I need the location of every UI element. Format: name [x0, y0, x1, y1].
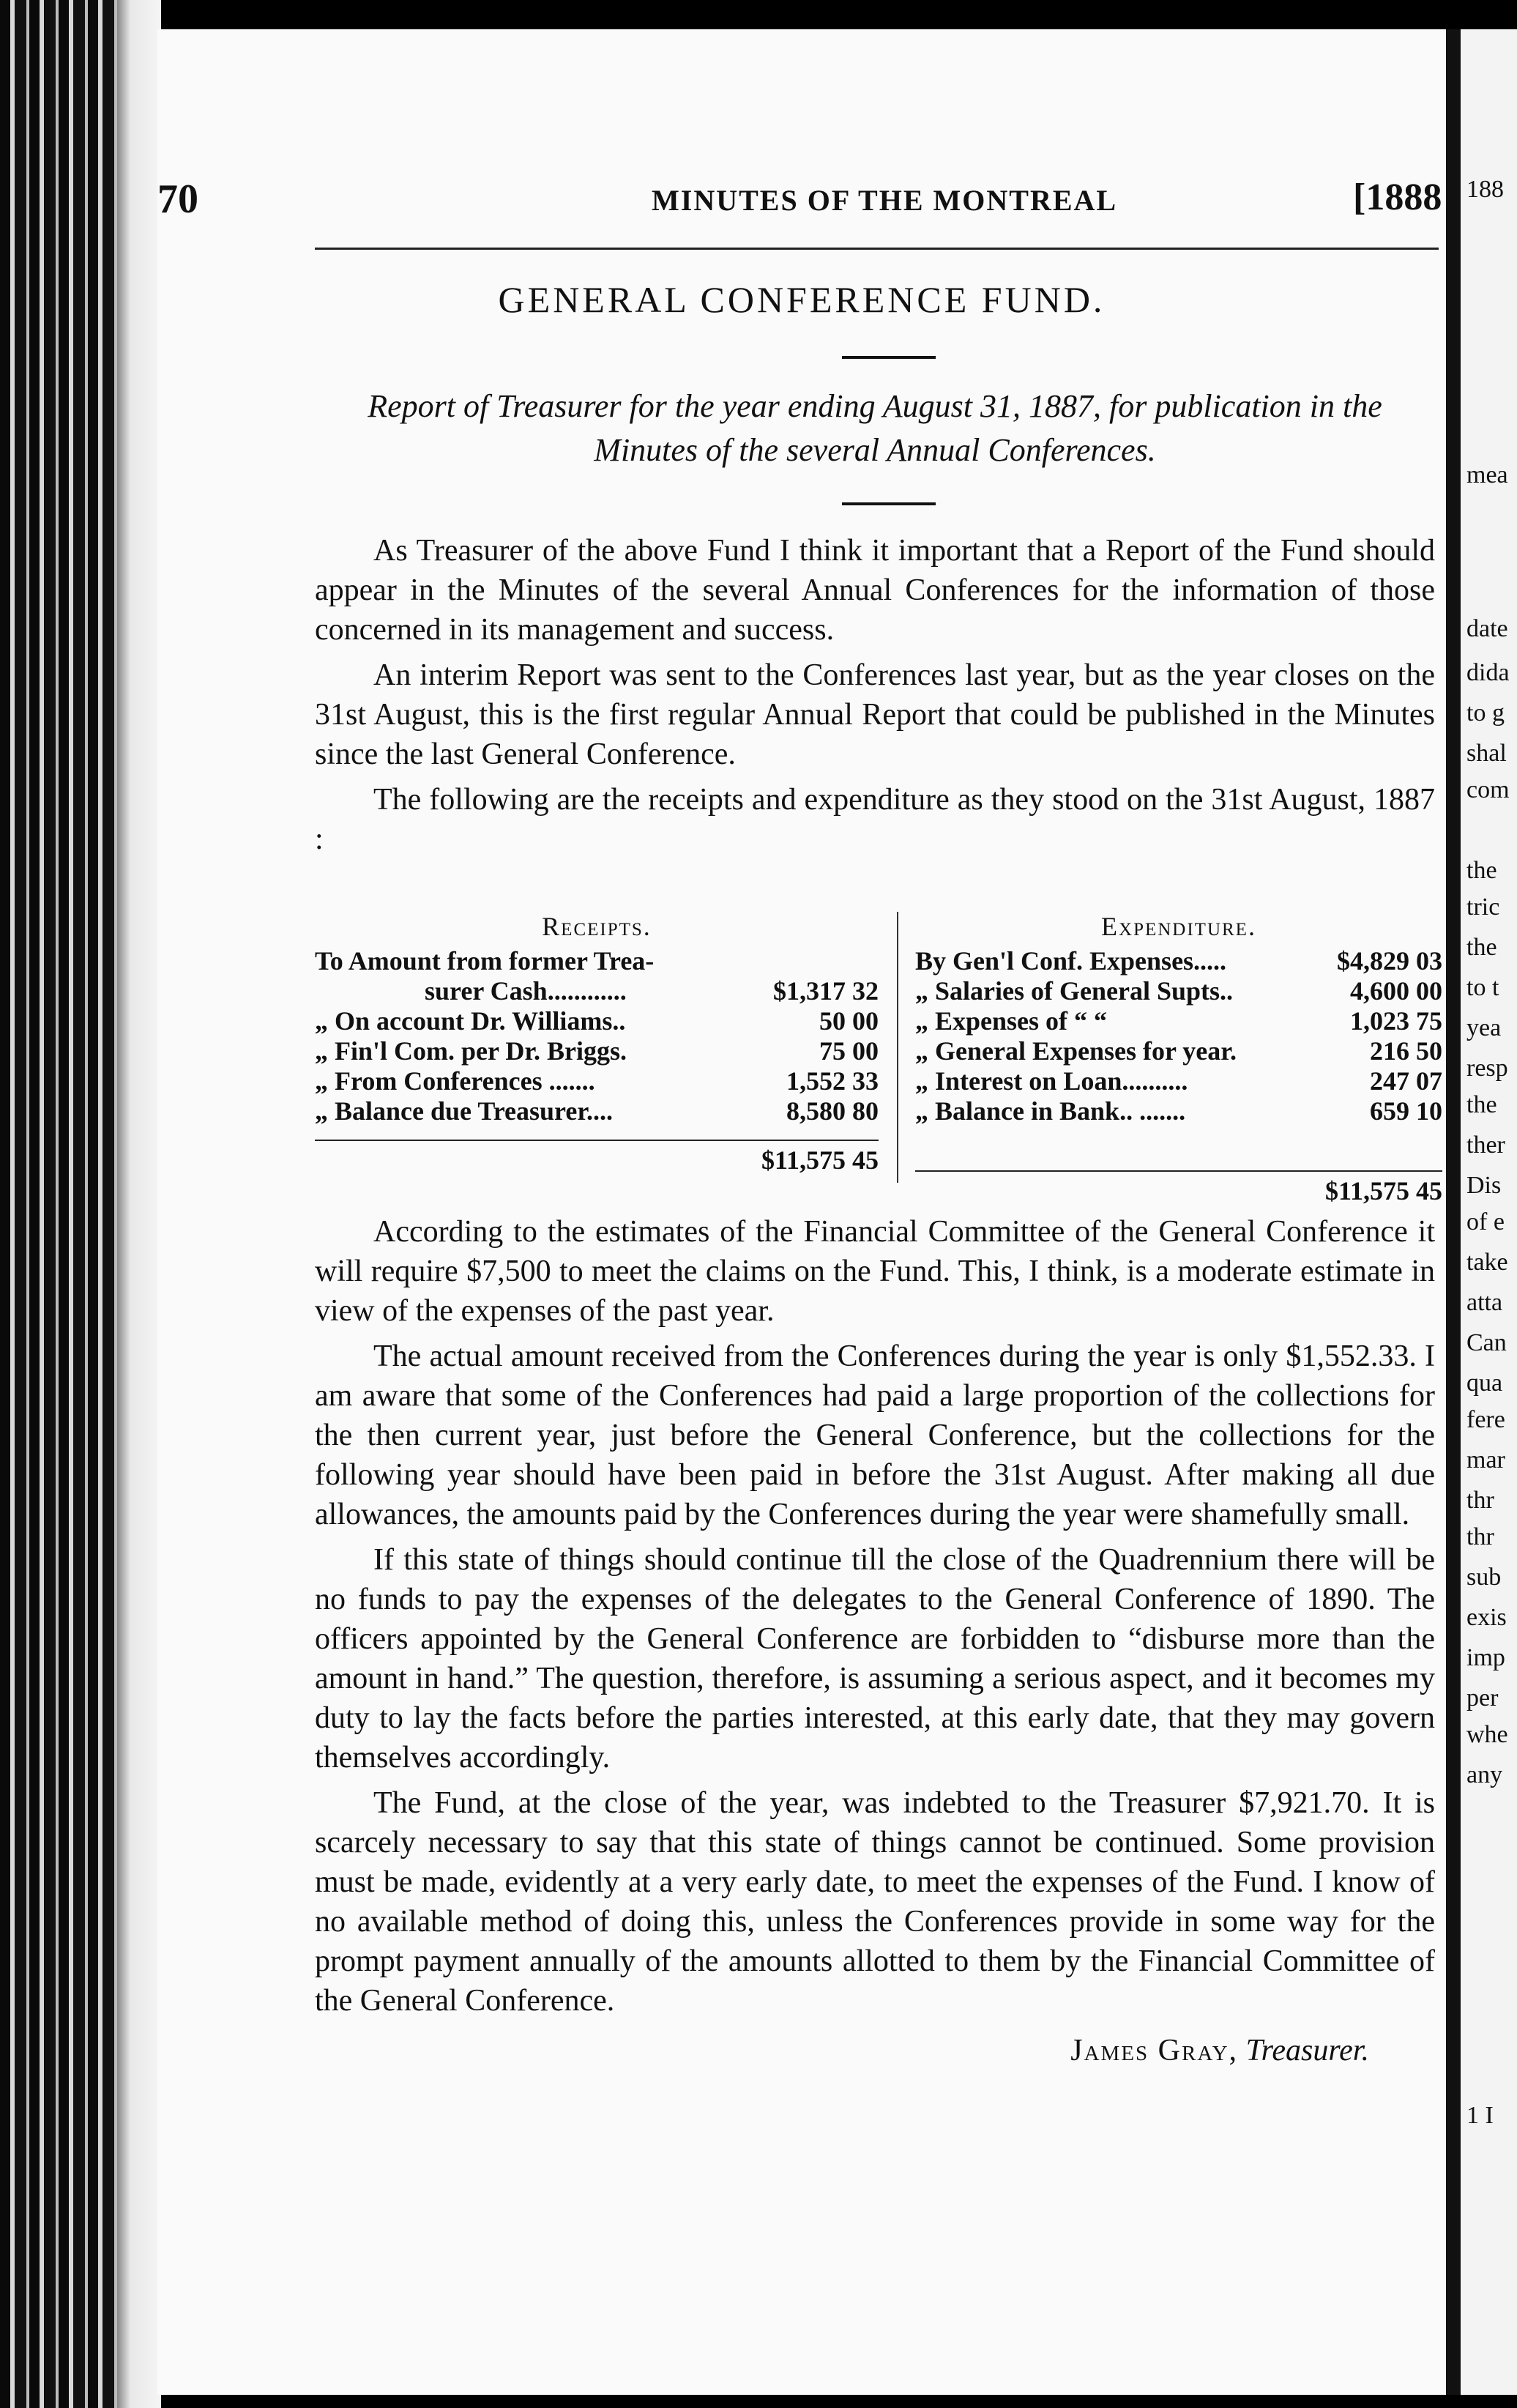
- expend-row: [915, 946, 1442, 976]
- receipt-row: [315, 1066, 879, 1096]
- receipt-amount: $1,317 32: [773, 976, 879, 1006]
- adjacent-page-fragment: ther: [1466, 1131, 1505, 1159]
- adjacent-page-fragment: shal: [1466, 740, 1507, 767]
- adjacent-page-fragment: imp: [1466, 1644, 1505, 1671]
- receipt-label: To Amount from former Trea-: [315, 946, 655, 976]
- receipt-row: [315, 946, 879, 976]
- receipt-row: [315, 1006, 879, 1036]
- paragraph: As Treasurer of the above Fund I think it important that a Report of the Fund should appear in the Minutes of the several Annual Conferences for the information of those concerned in its management and success.: [315, 534, 1435, 647]
- expend-label: „ Interest on Loan..........: [915, 1066, 1188, 1096]
- expend-amount: $4,829 03: [1337, 946, 1442, 976]
- receipts-total-row: [315, 1140, 879, 1175]
- page-gap: [1446, 29, 1461, 2395]
- adjacent-page: [1461, 29, 1517, 2395]
- expend-label: By Gen'l Conf. Expenses.....: [915, 946, 1227, 976]
- header-rule: [315, 248, 1439, 250]
- adjacent-page-fragment: thr: [1466, 1487, 1494, 1514]
- paragraph: If this state of things should continue till the close of the Quadrennium there will be no funds to pay the expenses of the delegates to the General Conference of 1890. The officers appointed by the General Conference are forbidden to “disburse more than the amount in hand.” The question, therefore, is assuming a serious aspect, and it becomes my duty to lay the facts before the parties interested, at this early date, that they may govern themselves accordingly.: [315, 1543, 1435, 1775]
- closing-paragraphs: [315, 1212, 1435, 2070]
- receipt-row: [315, 976, 879, 1006]
- page-edge: [117, 0, 161, 2408]
- adjacent-page-fragment: qua: [1466, 1370, 1503, 1397]
- title-rule: [842, 356, 936, 359]
- expend-amount: 659 10: [1370, 1096, 1442, 1126]
- adjacent-page-fragment: sub: [1466, 1564, 1502, 1591]
- ledger-divider: [897, 912, 898, 1183]
- receipt-label: „ Balance due Treasurer....: [315, 1096, 614, 1126]
- expend-amount: 216 50: [1370, 1036, 1442, 1066]
- expend-row: [915, 1036, 1442, 1066]
- adjacent-page-fragment: date: [1466, 615, 1508, 642]
- adjacent-page-fragment: mea: [1466, 461, 1508, 488]
- adjacent-page-fragment: the: [1466, 934, 1497, 961]
- adjacent-page-fragment: 1 I: [1466, 2102, 1494, 2129]
- adjacent-page-fragment: mar: [1466, 1446, 1505, 1474]
- receipt-label: surer Cash............: [425, 976, 627, 1006]
- expenditure-heading: Expenditure.: [1101, 912, 1256, 941]
- signature-name: James Gray,: [1070, 2034, 1239, 2067]
- receipt-amount: 50 00: [819, 1006, 879, 1036]
- expend-label: „ Expenses of “ “: [915, 1006, 1108, 1036]
- paragraph: The following are the receipts and expenditure as they stood on the 31st August, 1887 :: [315, 783, 1435, 856]
- paragraph: The Fund, at the close of the year, was indebted to the Treasurer $7,921.70. It is scarcely necessary to say that this state of things cannot be continued. Some provision must be made, evidently at a very early date, to meet the expenses of the Fund. I know of no available method of doing this, unless the Conferences provide in some way for the prompt payment annually of the amounts allotted to them by the Financial Committee of the General Conference.: [315, 1786, 1435, 2018]
- receipts-total: $11,575 45: [761, 1145, 879, 1175]
- expend-label: „ General Expenses for year.: [915, 1036, 1237, 1066]
- adjacent-page-fragment: take: [1466, 1249, 1508, 1276]
- receipt-row: [315, 1096, 879, 1126]
- expenditure-total-row: [915, 1170, 1442, 1206]
- expend-label: „ Salaries of General Supts..: [915, 976, 1234, 1006]
- adjacent-page-fragment: to t: [1466, 974, 1499, 1001]
- adjacent-page-fragment: yea: [1466, 1014, 1502, 1041]
- signature: [315, 2031, 1435, 2070]
- section-title: GENERAL CONFERENCE FUND.: [498, 279, 1106, 320]
- expend-row: [915, 1066, 1442, 1096]
- intro-rule: [842, 502, 936, 505]
- adjacent-page-fragment: com: [1466, 776, 1510, 803]
- expend-label: „ Balance in Bank.. .......: [915, 1096, 1186, 1126]
- adjacent-page-fragment: any: [1466, 1761, 1503, 1788]
- expenditure-total: $11,575 45: [1324, 1176, 1442, 1205]
- adjacent-page-fragment: to g: [1466, 699, 1505, 727]
- adjacent-page-fragment: per: [1466, 1684, 1499, 1712]
- expend-amount: 247 07: [1370, 1066, 1442, 1096]
- page-number: 70: [157, 176, 198, 222]
- adjacent-page-fragment: thr: [1466, 1523, 1494, 1550]
- adjacent-page-fragment: fere: [1466, 1406, 1505, 1433]
- receipt-label: „ On account Dr. Williams..: [315, 1006, 626, 1036]
- expend-row: [915, 1006, 1442, 1036]
- running-year: [1888: [1353, 176, 1442, 218]
- paragraph: The actual amount received from the Conferences during the year is only $1,552.33. I am aware that some of the Conferences had paid a large proportion of the collections for the then current year, just before the General Conference, but the collections for the following year should have been paid in before the 31st August. After making all due allowances, the amounts paid by the Conferences during the year were shamefully small.: [315, 1339, 1435, 1531]
- adjacent-page-fragment: tric: [1466, 893, 1500, 921]
- adjacent-page-fragment: the: [1466, 857, 1497, 884]
- signature-role: Treasurer.: [1245, 2034, 1369, 2067]
- receipt-amount: 1,552 33: [786, 1066, 879, 1096]
- adjacent-page-fragment: atta: [1466, 1289, 1503, 1316]
- expenditure-column: [915, 912, 1442, 1206]
- paragraph: According to the estimates of the Financial Committee of the General Conference it will require $7,500 to meet the claims on the Fund. This, I think, is a moderate estimate in view of the expenses of the past year.: [315, 1215, 1435, 1328]
- expend-amount: 1,023 75: [1350, 1006, 1442, 1036]
- adjacent-page-fragment: the: [1466, 1091, 1497, 1118]
- paragraph: An interim Report was sent to the Conferences last year, but as the year closes on the 31st August, this is the first regular Annual Report that could be published in the Minutes since the last General Conference.: [315, 658, 1435, 771]
- adjacent-page-fragment: 188: [1466, 176, 1504, 203]
- expend-row: [915, 976, 1442, 1006]
- adjacent-page-fragment: Dis: [1466, 1172, 1502, 1199]
- expend-amount: 4,600 00: [1350, 976, 1442, 1006]
- receipts-heading: Receipts.: [542, 912, 652, 941]
- report-intro: Report of Treasurer for the year ending August 31, 1887, for publication in the Minutes of the several Annual Conferences.: [368, 388, 1382, 468]
- receipt-amount: 8,580 80: [786, 1096, 879, 1126]
- receipt-amount: 75 00: [819, 1036, 879, 1066]
- opening-paragraphs: [315, 531, 1435, 859]
- running-title: MINUTES OF THE MONTREAL: [652, 184, 1118, 217]
- receipt-label: „ From Conferences .......: [315, 1066, 595, 1096]
- adjacent-page-fragment: Can: [1466, 1329, 1507, 1356]
- adjacent-page-fragment: whe: [1466, 1721, 1508, 1748]
- adjacent-page-fragment: of e: [1466, 1208, 1505, 1235]
- receipt-row: [315, 1036, 879, 1066]
- receipt-amount: [754, 946, 879, 976]
- receipts-column: [315, 912, 879, 1175]
- expend-row: [915, 1096, 1442, 1126]
- receipt-label: „ Fin'l Com. per Dr. Briggs.: [315, 1036, 627, 1066]
- adjacent-page-fragment: dida: [1466, 659, 1510, 686]
- adjacent-page-fragment: resp: [1466, 1055, 1508, 1082]
- adjacent-page-fragment: exis: [1466, 1604, 1507, 1631]
